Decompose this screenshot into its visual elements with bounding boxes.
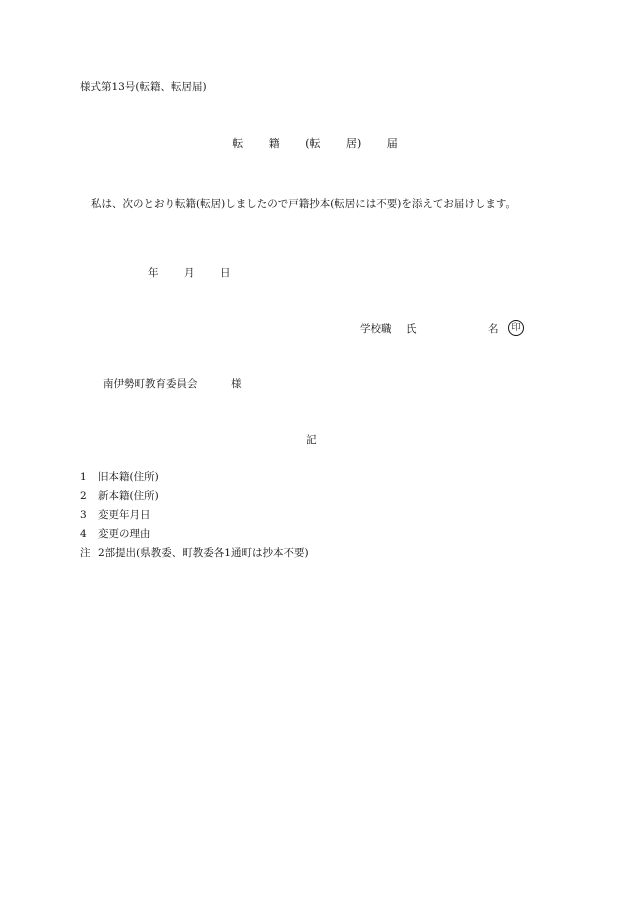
- title-char-3: (転: [305, 137, 321, 150]
- item-text: 新本籍(住所): [98, 490, 159, 502]
- addressee-name: 南伊勢町教育委員会: [103, 378, 198, 390]
- date-month-label: 月: [184, 267, 195, 279]
- item-number: 2: [80, 490, 87, 502]
- ki-heading: 記: [306, 434, 317, 446]
- title-char-1: 転: [232, 137, 244, 150]
- date-day-label: 日: [220, 267, 231, 279]
- school-position-label: 学校職: [360, 323, 392, 335]
- list-item: [80, 510, 151, 521]
- seal-mark: 印: [508, 320, 524, 336]
- item-number: 4: [80, 528, 87, 540]
- name-label-shi: 氏: [406, 323, 417, 335]
- item-text: 変更の理由: [98, 528, 151, 540]
- list-item: [80, 472, 159, 483]
- title-char-4: 居): [346, 137, 362, 150]
- list-item: [80, 529, 151, 540]
- item-text: 旧本籍(住所): [98, 471, 159, 483]
- item-text: 変更年月日: [98, 509, 151, 521]
- note-line: [80, 548, 309, 559]
- document-title: [0, 138, 630, 149]
- item-number: 1: [80, 471, 87, 483]
- item-number: 3: [80, 509, 87, 521]
- addressee-honorific: 様: [231, 378, 242, 390]
- list-item: [80, 491, 159, 502]
- form-number: 様式第13号(転籍、転居届): [80, 81, 207, 93]
- title-char-5: 届: [386, 137, 398, 150]
- body-text: 私は、次のとおり転籍(転居)しましたので戸籍抄本(転居には不要)を添えてお届けします。: [91, 198, 517, 210]
- title-char-2: 籍: [268, 137, 280, 150]
- note-text: 2部提出(県教委、町教委各1通町は抄本不要): [98, 547, 309, 559]
- date-year-label: 年: [148, 267, 159, 279]
- note-label: 注: [80, 547, 91, 559]
- name-label-mei: 名: [488, 323, 499, 335]
